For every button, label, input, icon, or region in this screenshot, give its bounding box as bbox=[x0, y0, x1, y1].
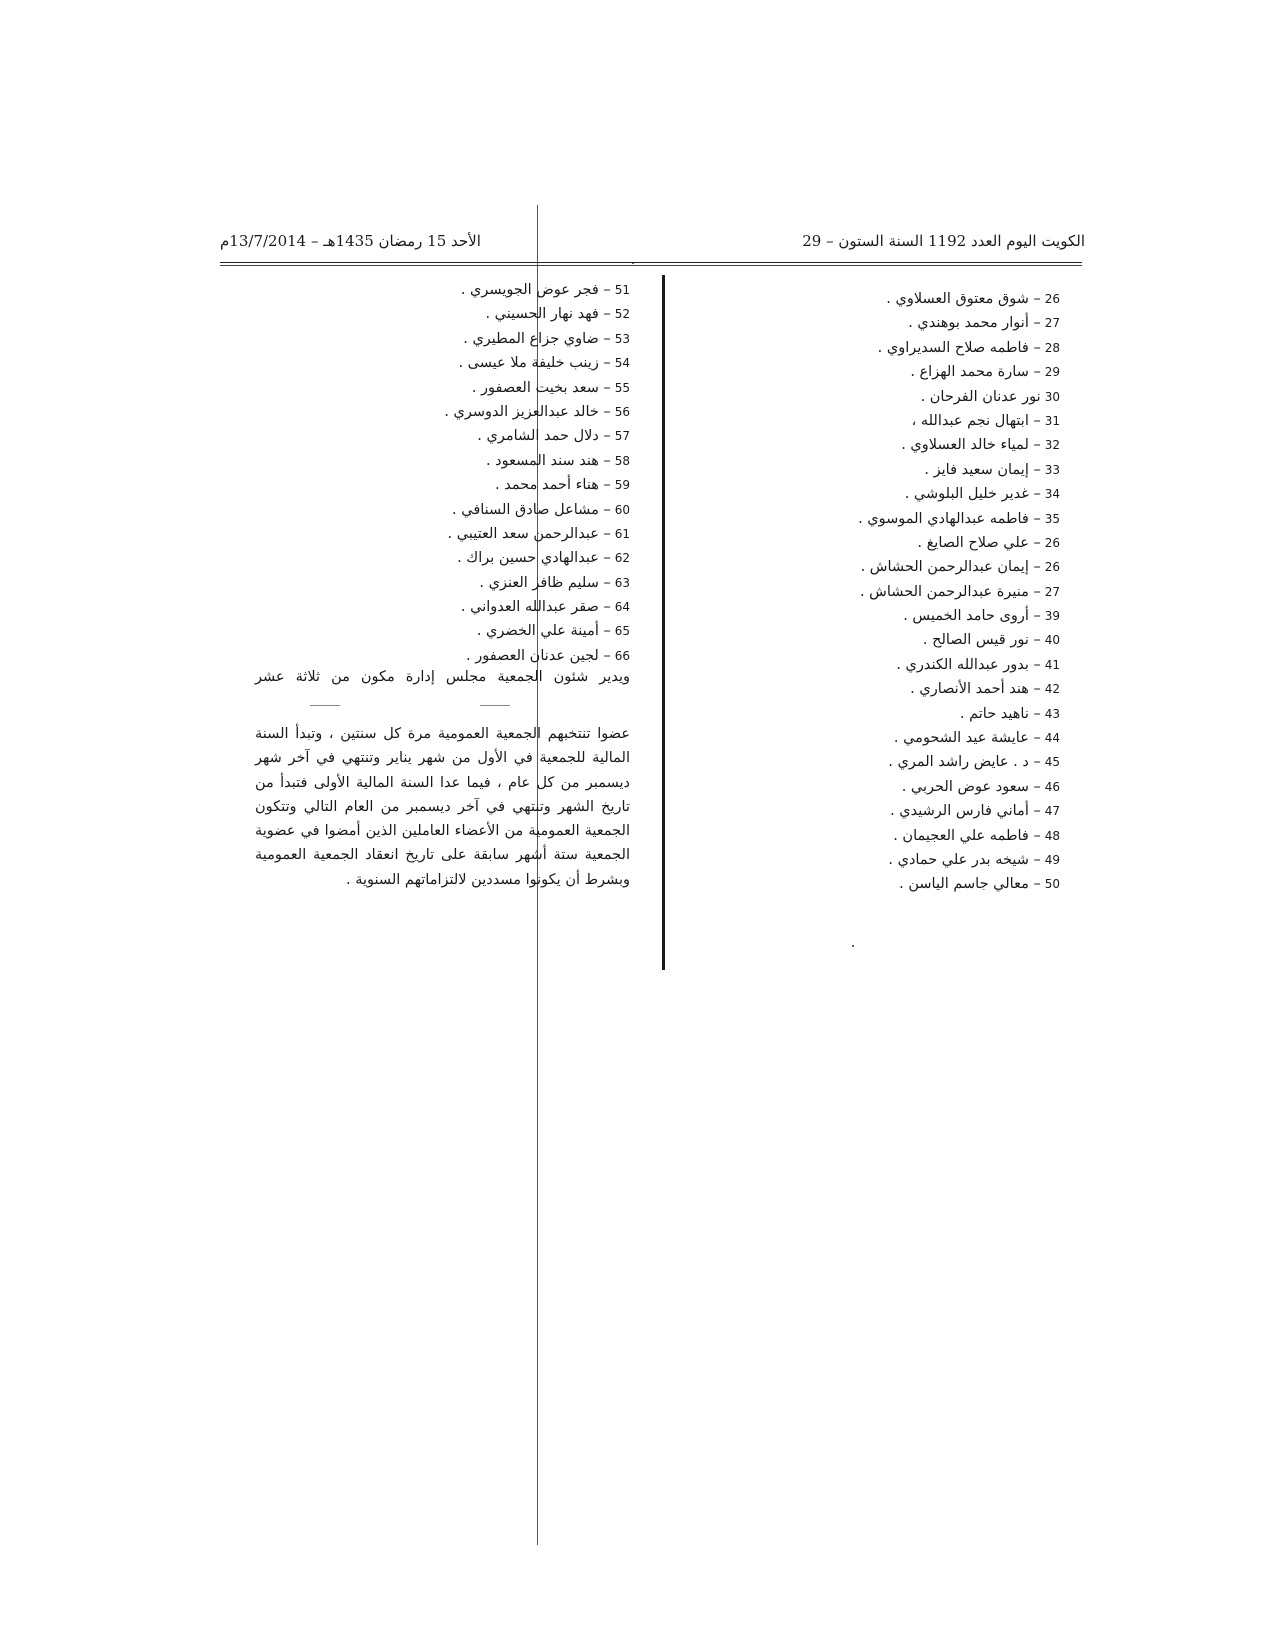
member-name: – أنوار محمد بوهندي . bbox=[908, 315, 1041, 332]
item-number: 60 bbox=[614, 502, 630, 517]
separator-mark bbox=[480, 705, 510, 706]
member-name: – ابتهال نجم عبدالله ، bbox=[911, 412, 1041, 429]
paragraph-line: الجمعية العمومية من الأعضاء العاملين الذين أمضوا في عضوية bbox=[255, 823, 630, 840]
item-number: 63 bbox=[614, 575, 630, 590]
member-name: – غدير خليل البلوشي . bbox=[904, 486, 1041, 503]
item-number: 29 bbox=[1044, 365, 1060, 380]
member-name: – عبدالرحمن سعد العتيبي . bbox=[447, 525, 611, 542]
list-item bbox=[780, 628, 1060, 652]
member-name: – سعد بخيت العصفور . bbox=[471, 379, 611, 396]
item-number: 65 bbox=[614, 624, 630, 639]
item-number: 35 bbox=[1044, 511, 1060, 526]
member-name: – عايشة عيد الشحومي . bbox=[893, 730, 1041, 747]
list-item bbox=[780, 726, 1060, 750]
paragraph-line: تاريخ الشهر وتنتهي في آخر ديسمبر من العام التالي وتتكون bbox=[255, 798, 630, 815]
list-item bbox=[780, 360, 1060, 384]
item-number: 43 bbox=[1044, 706, 1060, 721]
list-item bbox=[780, 531, 1060, 555]
member-name: نور عدنان الفرحان . bbox=[920, 388, 1041, 405]
item-number: 26 bbox=[1044, 292, 1060, 306]
item-number: 55 bbox=[614, 380, 630, 395]
item-number: 58 bbox=[614, 453, 630, 468]
list-item bbox=[780, 580, 1060, 604]
member-name: – سليم ظافر العنزي . bbox=[479, 574, 611, 591]
list-item bbox=[780, 311, 1060, 335]
list-item bbox=[780, 848, 1060, 872]
header-divider bbox=[220, 262, 1082, 266]
member-name: – شيخه بدر علي حمادي . bbox=[888, 851, 1041, 868]
member-name: – د . عايض راشد المري . bbox=[888, 754, 1041, 771]
list-item bbox=[380, 571, 630, 595]
list-item bbox=[780, 458, 1060, 482]
item-number: 27 bbox=[1044, 316, 1060, 331]
separator-mark bbox=[310, 705, 340, 706]
member-name: – صقر عبدالله العدواني . bbox=[460, 599, 611, 616]
item-number: 62 bbox=[614, 551, 630, 566]
member-name: – فاطمه علي العجيمان . bbox=[893, 827, 1041, 844]
member-name: – خالد عبدالعزيز الدوسري . bbox=[444, 403, 611, 420]
member-name: – ضاوي جزاع المطيري . bbox=[463, 330, 611, 347]
item-number: 59 bbox=[614, 478, 630, 493]
list-item bbox=[380, 327, 630, 351]
paragraph-intro-line: ويدير شئون الجمعية مجلس إدارة مكون من ثلاثة عشر bbox=[255, 669, 630, 685]
member-name: – ناهيد حاتم . bbox=[959, 705, 1041, 722]
item-number: 30 bbox=[1044, 389, 1060, 404]
item-number: 52 bbox=[614, 307, 630, 322]
member-name: – هند أحمد الأنصاري . bbox=[910, 681, 1041, 698]
paragraph-line: الجمعية ستة أشهر سابقة على تاريخ انعقاد الجمعية العمومية bbox=[255, 847, 630, 864]
list-item bbox=[780, 433, 1060, 457]
item-number: 31 bbox=[1044, 413, 1060, 428]
list-item bbox=[780, 799, 1060, 823]
member-name: – مشاعل صادق السنافي . bbox=[452, 501, 611, 518]
member-name: – سعود عوض الحربي . bbox=[901, 778, 1041, 795]
paragraph-line: المالية للجمعية في الأول من شهر يناير وتنتهي في آخر شهر bbox=[255, 750, 630, 767]
list-item bbox=[380, 424, 630, 448]
list-item bbox=[380, 449, 630, 473]
item-number: 33 bbox=[1044, 462, 1060, 477]
item-number: 26 bbox=[1044, 560, 1060, 575]
list-item bbox=[780, 677, 1060, 701]
list-item bbox=[380, 278, 630, 302]
member-name: – منيرة عبدالرحمن الحشاش . bbox=[859, 583, 1041, 600]
member-name: – فهد نهار الحسيني . bbox=[485, 306, 611, 323]
list-item bbox=[380, 522, 630, 546]
item-number: 44 bbox=[1044, 731, 1060, 746]
item-number: 48 bbox=[1044, 828, 1060, 843]
item-number: 34 bbox=[1044, 487, 1060, 502]
list-item bbox=[380, 302, 630, 326]
page-header-date: الأحد 15 رمضان 1435هـ – 13/7/2014م bbox=[220, 232, 481, 250]
item-number: 46 bbox=[1044, 779, 1060, 794]
list-item bbox=[780, 287, 1060, 311]
list-item bbox=[380, 400, 630, 424]
list-item bbox=[780, 653, 1060, 677]
list-item bbox=[780, 872, 1060, 896]
member-name: – هند سند المسعود . bbox=[485, 452, 611, 469]
paragraph-line: ديسمبر من كل عام ، فيما عدا السنة المالية الأولى فتبدأ من bbox=[255, 774, 630, 791]
item-number: 39 bbox=[1044, 609, 1060, 624]
member-name: – أمينة علي الخضري . bbox=[476, 623, 611, 640]
member-list-left bbox=[380, 278, 630, 668]
item-number: 61 bbox=[614, 526, 630, 541]
member-list-right bbox=[780, 287, 1060, 897]
item-number: 57 bbox=[614, 429, 630, 444]
member-name: – بدور عبدالله الكندري . bbox=[896, 656, 1041, 673]
list-item bbox=[780, 336, 1060, 360]
scan-speck bbox=[852, 945, 854, 947]
item-number: 50 bbox=[1044, 877, 1060, 892]
column-divider bbox=[662, 275, 665, 970]
list-item bbox=[780, 702, 1060, 726]
list-item bbox=[380, 351, 630, 375]
item-number: 54 bbox=[614, 356, 630, 371]
member-name: – فجر عوض الجويسري . bbox=[460, 282, 611, 298]
member-name: – عبدالهادي حسين براك . bbox=[457, 550, 611, 567]
item-number: 28 bbox=[1044, 340, 1060, 355]
list-item bbox=[780, 604, 1060, 628]
member-name: – لمياء خالد العسلاوي . bbox=[901, 437, 1041, 454]
list-item bbox=[780, 409, 1060, 433]
list-item bbox=[780, 507, 1060, 531]
body-paragraph bbox=[255, 722, 630, 892]
paragraph-line: وبشرط أن يكونوا مسددين لالتزاماتهم السنوية . bbox=[346, 871, 630, 888]
list-item bbox=[380, 595, 630, 619]
list-item bbox=[380, 546, 630, 570]
list-item bbox=[780, 750, 1060, 774]
item-number: 49 bbox=[1044, 852, 1060, 867]
list-item bbox=[780, 775, 1060, 799]
list-item bbox=[780, 824, 1060, 848]
list-item bbox=[380, 376, 630, 400]
member-name: – لجين عدنان العصفور . bbox=[466, 647, 611, 664]
item-number: 42 bbox=[1044, 682, 1060, 697]
item-number: 66 bbox=[614, 648, 630, 663]
item-number: 56 bbox=[614, 404, 630, 419]
list-item bbox=[780, 555, 1060, 579]
list-item bbox=[780, 482, 1060, 506]
item-number: 27 bbox=[1044, 584, 1060, 599]
list-item bbox=[780, 385, 1060, 409]
member-name: – دلال حمد الشامري . bbox=[477, 428, 611, 445]
item-number: 40 bbox=[1044, 633, 1060, 648]
item-number: 45 bbox=[1044, 755, 1060, 770]
item-number: 53 bbox=[614, 331, 630, 346]
page-header-issue: الكويت اليوم العدد 1192 السنة الستون – 29 bbox=[802, 232, 1085, 250]
paragraph-line: عضوا تنتخبهم الجمعية العمومية مرة كل سنتين ، وتبدأ السنة bbox=[255, 726, 630, 742]
list-item bbox=[380, 619, 630, 643]
item-number: 64 bbox=[614, 600, 630, 615]
member-name: – فاطمه صلاح السديراوي . bbox=[877, 339, 1041, 356]
item-number: 32 bbox=[1044, 438, 1060, 453]
list-item bbox=[380, 473, 630, 497]
member-name: – فاطمه عبدالهادي الموسوي . bbox=[858, 510, 1041, 527]
list-item bbox=[380, 498, 630, 522]
member-name: – شوق معتوق العسلاوي . bbox=[886, 291, 1041, 307]
item-number: 51 bbox=[614, 283, 630, 297]
member-name: – أروى حامد الخميس . bbox=[903, 608, 1041, 625]
member-name: – سارة محمد الهزاع . bbox=[910, 364, 1041, 381]
member-name: – علي صلاح الصايغ . bbox=[917, 534, 1041, 551]
member-name: – هناء أحمد محمد . bbox=[495, 477, 611, 494]
item-number: 47 bbox=[1044, 804, 1060, 819]
member-name: – نور قيس الصالح . bbox=[922, 632, 1041, 649]
member-name: – إيمان سعيد فايز . bbox=[924, 461, 1041, 478]
member-name: – معالي جاسم الياسن . bbox=[899, 876, 1041, 893]
item-number: 41 bbox=[1044, 657, 1060, 672]
member-name: – زينب خليفة ملا عيسى . bbox=[458, 355, 611, 372]
member-name: – إيمان عبدالرحمن الحشاش . bbox=[860, 559, 1041, 576]
member-name: – أماني فارس الرشيدي . bbox=[890, 803, 1041, 820]
item-number: 26 bbox=[1044, 535, 1060, 550]
